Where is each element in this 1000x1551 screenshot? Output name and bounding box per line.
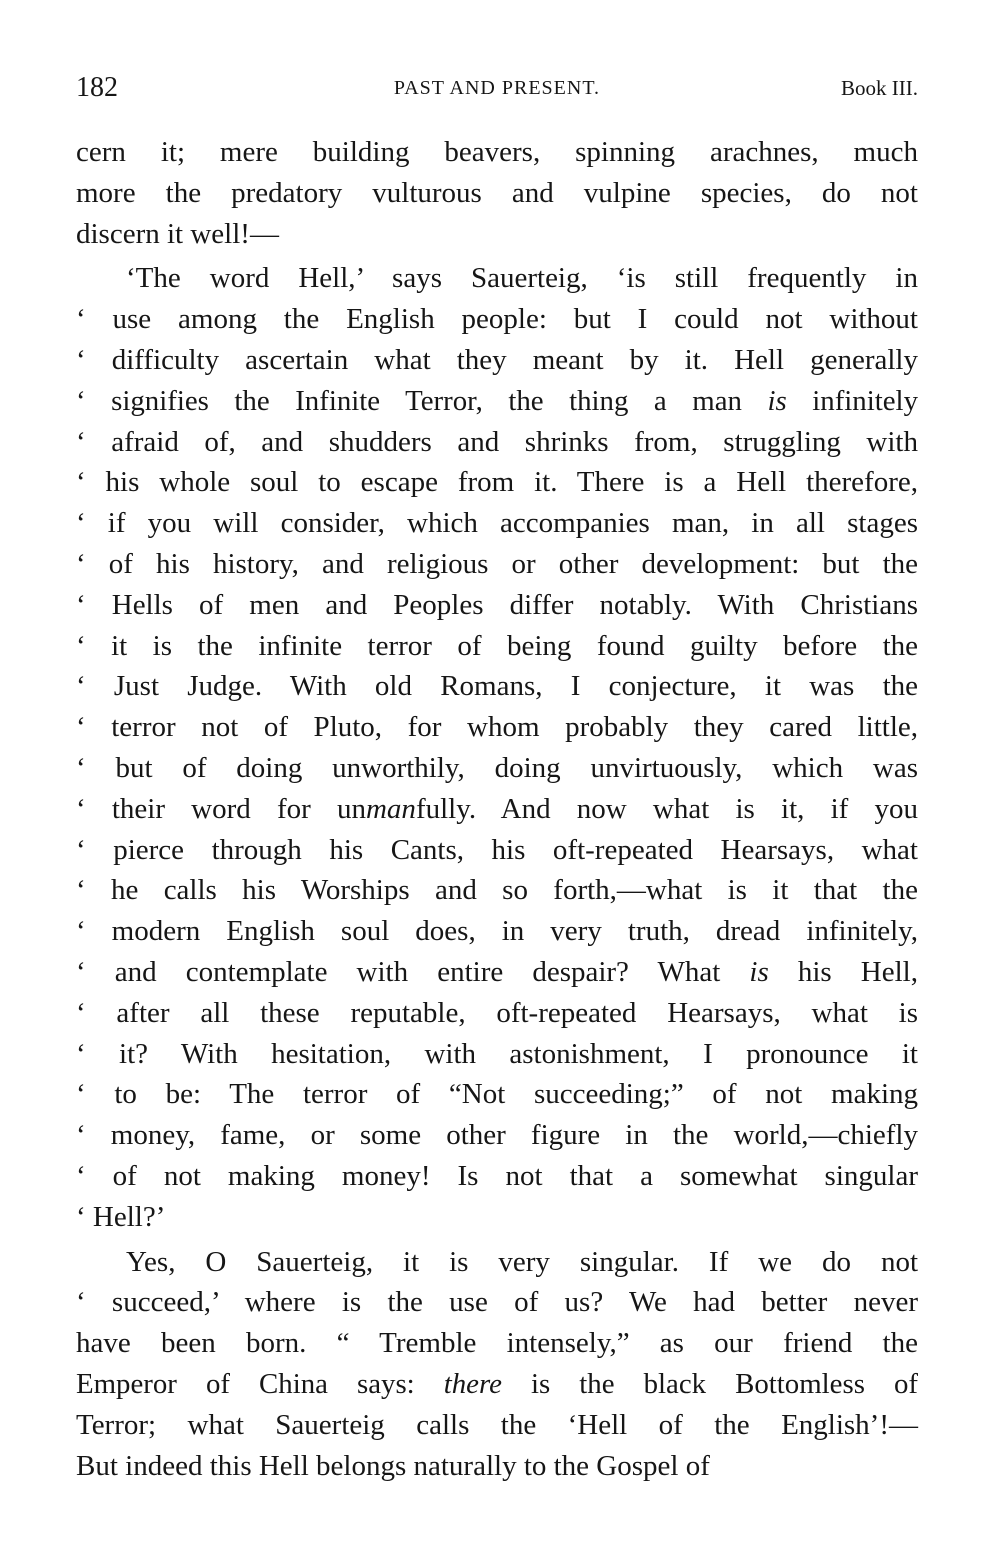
- text-line: [76, 1242, 918, 1283]
- book-reference: Book III.: [841, 76, 918, 100]
- text-run: have been born. “ Tremble intensely,” as our friend the: [76, 1327, 918, 1360]
- text-run: ‘ Hell?’: [76, 1200, 166, 1233]
- text-run: ‘ it? With hesitation, with astonishment, I pronounce it: [76, 1037, 918, 1070]
- text-run: his Hell,: [768, 955, 918, 988]
- text-run: discern it well!—: [76, 217, 279, 250]
- text-run: ‘ to be: The terror of “Not succeeding;” of not making: [76, 1078, 918, 1111]
- text-run: ‘ it is the infinite terror of being found guilty before the: [76, 629, 918, 662]
- italic-text: there: [443, 1367, 502, 1400]
- text-run: ‘ use among the English people: but I could not without: [76, 303, 918, 336]
- paragraph: [76, 132, 918, 254]
- text-run: ‘ signifies the Infinite Terror, the thing a man: [76, 384, 768, 417]
- text-line: [76, 952, 918, 993]
- text-line: [76, 748, 918, 789]
- text-line: [76, 1197, 918, 1238]
- text-line: [76, 299, 918, 340]
- running-title: PAST AND PRESENT.: [393, 77, 601, 99]
- text-line: [76, 1405, 918, 1446]
- text-run: ‘ of his history, and religious or other development: but the: [76, 547, 918, 580]
- text-run: ‘ difficulty ascertain what they meant by it. Hell generally: [76, 343, 918, 376]
- text-run: ‘The word Hell,’ says Sauerteig, ‘is still frequently in: [126, 262, 918, 295]
- text-line: [76, 544, 918, 585]
- text-run: ‘ modern English soul does, in very truth, dread infinitely,: [76, 915, 918, 948]
- text-line: [76, 585, 918, 626]
- text-line: [76, 626, 918, 667]
- text-run: ‘ their word for un: [76, 792, 366, 825]
- text-line: [76, 911, 918, 952]
- body-text: [76, 132, 918, 1486]
- text-run: ‘ pierce through his Cants, his oft-repeated Hearsays, what: [76, 833, 918, 866]
- text-run: ‘ Hells of men and Peoples differ notably. With Christians: [76, 588, 918, 621]
- text-line: [76, 666, 918, 707]
- italic-text: is: [767, 384, 787, 417]
- text-run: ‘ succeed,’ where is the use of us? We had better never: [76, 1286, 918, 1319]
- text-line: [76, 258, 918, 299]
- text-line: [76, 993, 918, 1034]
- text-run: ‘ after all these reputable, oft-repeated Hearsays, what is: [76, 996, 918, 1029]
- text-run: ‘ money, fame, or some other figure in the world,—chiefly: [76, 1119, 918, 1152]
- text-line: [76, 173, 918, 214]
- text-run: ‘ of not making money! Is not that a somewhat singular: [76, 1159, 918, 1192]
- text-line: [76, 1364, 918, 1405]
- text-run: ‘ and contemplate with entire despair? What: [76, 955, 750, 988]
- paragraph: [76, 258, 918, 1237]
- italic-text: is: [749, 955, 769, 988]
- text-line: [76, 503, 918, 544]
- text-run: Terror; what Sauerteig calls the ‘Hell of the English’!—: [76, 1408, 918, 1441]
- text-line: [76, 132, 918, 173]
- text-run: ‘ he calls his Worships and so forth,—what is it that the: [76, 874, 918, 907]
- text-run: ‘ but of doing unworthily, doing unvirtuously, which was: [76, 751, 918, 784]
- paragraph: [76, 1242, 918, 1487]
- text-run: ‘ terror not of Pluto, for whom probably they cared little,: [76, 711, 918, 744]
- text-line: [76, 1034, 918, 1075]
- text-line: [76, 707, 918, 748]
- text-line: [76, 422, 918, 463]
- text-line: [76, 1074, 918, 1115]
- text-line: [76, 1446, 918, 1487]
- text-line: [76, 1156, 918, 1197]
- text-run: Emperor of China says:: [76, 1367, 444, 1400]
- italic-text: man: [365, 792, 416, 825]
- page-number: 182: [76, 72, 118, 103]
- text-line: [76, 1115, 918, 1156]
- text-line: [76, 1282, 918, 1323]
- text-run: fully. And now what is it, if you: [415, 792, 918, 825]
- text-line: [76, 870, 918, 911]
- text-line: [76, 789, 918, 830]
- text-line: [76, 340, 918, 381]
- text-line: [76, 1323, 918, 1364]
- running-header: [76, 70, 918, 106]
- text-run: ‘ if you will consider, which accompanies man, in all stages: [76, 507, 918, 540]
- text-run: cern it; mere building beavers, spinning arachnes, much: [76, 136, 918, 168]
- text-run: ‘ his whole soul to escape from it. There is a Hell therefore,: [76, 466, 918, 499]
- text-run: more the predatory vulturous and vulpine species, do not: [76, 176, 918, 209]
- text-line: [76, 830, 918, 871]
- text-line: [76, 214, 918, 255]
- text-run: Yes, O Sauerteig, it is very singular. If we do not: [126, 1245, 918, 1278]
- text-line: [76, 462, 918, 503]
- text-run: ‘ afraid of, and shudders and shrinks from, struggling with: [76, 425, 918, 458]
- text-run: infinitely: [786, 384, 918, 417]
- text-run: But indeed this Hell belongs naturally to the Gospel of: [76, 1449, 710, 1482]
- text-line: [76, 381, 918, 422]
- text-run: is the black Bottomless of: [501, 1367, 918, 1400]
- text-run: ‘ Just Judge. With old Romans, I conjecture, it was the: [76, 670, 918, 703]
